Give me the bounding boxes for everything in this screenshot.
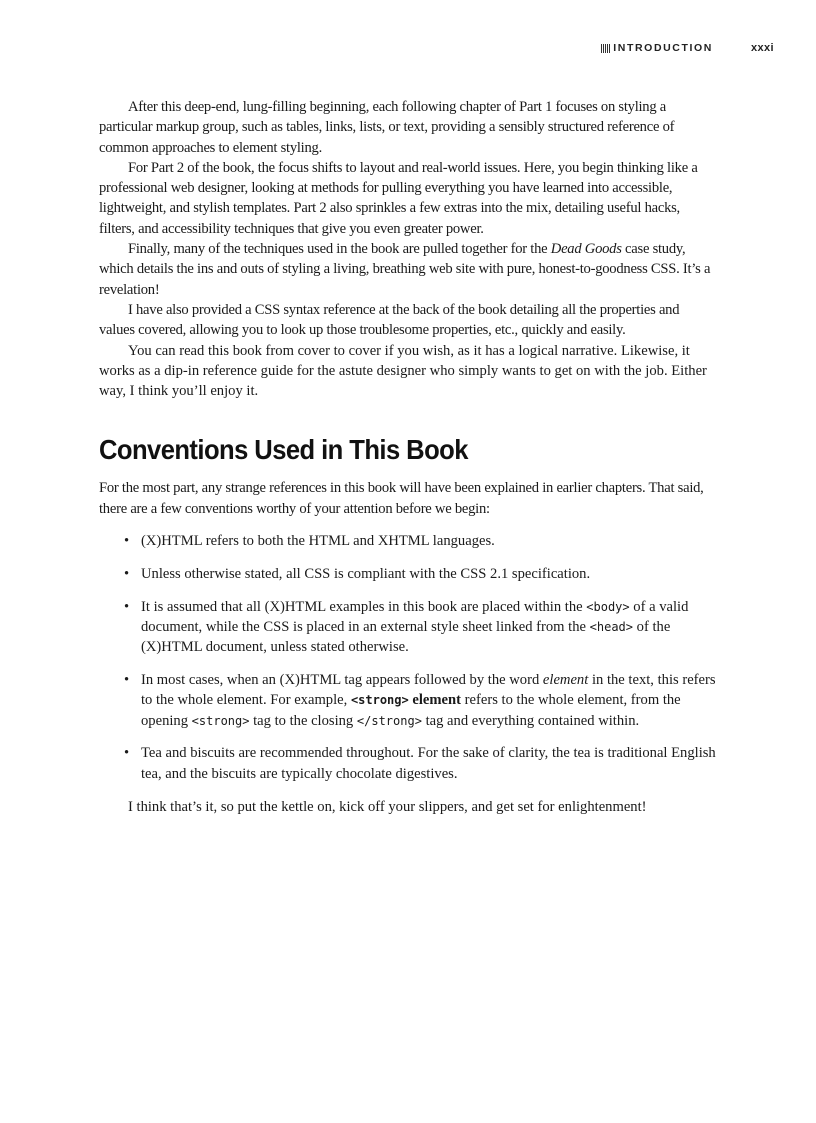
list-item-text: in the text, this refers to the whole element. For example, [141,672,716,709]
list-item [99,670,717,731]
bullet-icon: • [124,745,130,762]
running-header [601,42,774,54]
list-item-text: of a valid document, while the CSS is placed in an external style sheet linked from the [141,598,689,635]
section-heading: Conventions Used in This Book [99,434,468,466]
list-item-text: tag and everything contained within. [421,712,640,729]
page-body [99,97,717,817]
list-item-text: It is assumed that all (X)HTML examples in this book are placed within the [141,598,587,615]
list-item [99,597,717,658]
case-study-text-start: Finally, many of the techniques used in the book are pulled together for the [128,241,551,258]
list-item [99,743,717,784]
bullet-icon: • [124,672,130,689]
header-section-title: INTRODUCTION [613,42,713,54]
page-number: xxxi [750,42,774,54]
list-item-text: Unless otherwise stated, all CSS is compliant with the CSS 2.1 specification. [141,565,591,582]
list-item-text: of the (X)HTML document, unless stated otherwise. [141,618,671,656]
conventions-list [99,531,717,784]
list-item-text: tag to the closing [249,712,357,729]
bullet-icon: • [124,565,130,582]
paragraph-part-1: After this deep-end, lung-filling beginning, each following chapter of Part 1 focuses on styling a particular markup group, such as tables, links, lists, or text, providing a sensibly structured reference of common approaches to element styling. [99,99,675,156]
list-item-text: refers to the whole element, from the opening [141,692,681,729]
paragraph-part-2: For Part 2 of the book, the focus shifts to layout and real-world issues. Here, you begin thinking like a professional web designer, looking at methods for pulling everything you have learned into accessible, lightweight, and stylish templates. Part 2 also sprinkles a few extras into the mix, detailing useful hacks, filters, and accessibility techniques that give you even greater power. [99,159,698,237]
strong-close-tag-code: </strong> [356,713,422,728]
case-study-title: Dead Goods [550,241,622,258]
element-bold-term: element [408,692,462,709]
paragraph-reading-guide: You can read this book from cover to cover if you wish, as it has a logical narrative. Likewise, it works as a dip-in reference guide for the astute designer who simply wants to get on with the job. Either way, I think you’ll enjoy it. [99,342,707,400]
head-tag-code: <head> [589,619,634,634]
strong-tag-code-bold: <strong> [350,693,409,708]
bullet-icon: • [124,533,130,550]
case-study-text-end: case study, which details the ins and outs of styling a living, breathing web site with pure, honest-to-goodness CSS. It’s a revelation! [99,241,711,298]
list-item-text: Tea and biscuits are recommended throughout. For the sake of clarity, the tea is traditional English tea, and the biscuits are typically chocolate digestives. [141,745,716,782]
paragraph-syntax-reference: I have also provided a CSS syntax reference at the back of the book detailing all the properties and values covered, allowing you to look up those troublesome properties, etc., quickly and easily. [99,301,680,339]
body-tag-code: <body> [586,599,630,614]
paragraph-case-study [99,239,717,300]
section-intro: For the most part, any strange references in this book will have been explained in earlier chapters. That said, there are a few conventions worthy of your attention before we begin: [99,480,704,517]
bullet-icon: • [124,598,130,615]
list-item [99,564,717,584]
strong-open-tag-code: <strong> [191,713,250,728]
header-marker-icon [601,44,610,53]
element-term: element [542,672,589,689]
list-item-text: (X)HTML refers to both the HTML and XHTML languages. [141,533,495,550]
list-item-text: In most cases, when an (X)HTML tag appears followed by the word [141,672,543,689]
list-item [99,531,717,551]
closing-paragraph: I think that’s it, so put the kettle on, kick off your slippers, and get set for enlightenment! [128,798,647,815]
